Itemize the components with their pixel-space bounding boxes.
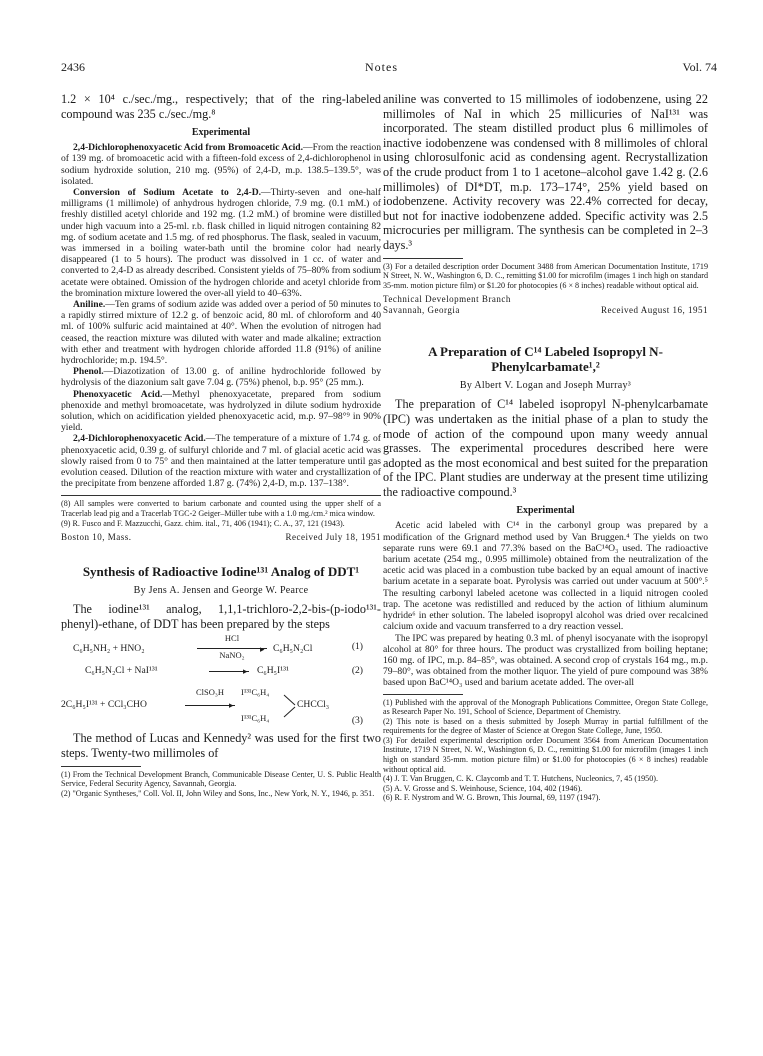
affiliation-branch: Technical Development Branch <box>383 294 511 305</box>
paragraph <box>61 366 381 388</box>
footnote: (8) All samples were converted to barium carbonate and counted using the upper shelf of a Tracerlab lead pig and a Tracerlab TGC-2 Geiger–Müller tube with a 1.0 mg./cm.² mica window. <box>61 499 381 519</box>
eq-number: (3) <box>351 715 363 727</box>
article-title: A Preparation of C¹⁴ Labeled Isopropyl N-Phenylcarbamate¹,² <box>428 344 663 375</box>
eq-substituent: I¹³¹C₆H₄ <box>241 713 270 724</box>
eq-reactants: C₆H₅NH₂ + HNO₂ <box>73 643 145 655</box>
footnote: (2) "Organic Syntheses," Coll. Vol. II, John Wiley and Sons, Inc., New York, N. Y., 1946, p. 351. <box>61 788 375 798</box>
run-in-heading: Phenoxyacetic Acid. <box>73 388 163 400</box>
footnote: (6) R. F. Nystrom and W. G. Brown, This Journal, 69, 1197 (1947). <box>383 793 601 803</box>
right-column <box>383 92 708 803</box>
experimental-heading: Experimental <box>191 127 251 139</box>
reaction-arrow <box>185 705 235 706</box>
arrowhead-icon: ▸ <box>260 644 265 655</box>
article-title: Synthesis of Radioactive Iodine¹³¹ Analog of DDT¹ <box>82 564 360 580</box>
bond-lines <box>283 691 297 721</box>
equation-3 <box>61 683 381 727</box>
eq-product: C₆H₅I¹³¹ <box>257 665 289 677</box>
footnote: (9) R. Fusco and F. Mazzucchi, Gazz. chim. ital., 71, 406 (1941); C. A., 37, 121 (1943). <box>61 518 345 528</box>
footnote: (4) J. T. Van Bruggen, C. K. Claycomb and T. T. Hutchens, Nucleonics, 7, 45 (1950). <box>383 774 658 784</box>
continued-paragraph: 1.2 × 10⁴ c./sec./mg., respectively; that of the ring-labeled compound was 235 c./sec./mg.⁸ <box>61 92 381 121</box>
eq-substituent: I¹³¹C₆H₄ <box>241 687 270 698</box>
affiliation-received: Received August 16, 1951 <box>601 305 708 316</box>
reaction-arrow <box>197 648 267 649</box>
page-header <box>0 60 763 78</box>
left-column <box>61 92 381 798</box>
footnote: (1) Published with the approval of the Monograph Publications Committee, Oregon State College, as Research Paper No. 191, School of Science, Department of Chemistry. <box>383 697 708 717</box>
equation-2 <box>61 659 381 683</box>
footnote: (5) A. V. Grosse and S. Weinhouse, Science, 104, 402 (1946). <box>383 783 583 793</box>
paragraph <box>61 389 381 434</box>
experimental-body <box>383 520 708 688</box>
article-paragraph: aniline was converted to 15 millimoles of iodobenzene, using 22 millimoles of NaI in which 25 millicuries of NaI¹³¹ was incorporated. The steam distilled product plus 6 millimoles of inactive iodobenzene was condensed with 8 millimoles of chloral using chlorosulfonic acid as condensing agent. Recrystallization of the crude product from 1 to 1 acetone–alcohol gave 1.42 g. (2.6 millimoles) of DI*DT, m.p. 173–174°, 25% yield based on iodobenzene. Activity recovery was 22.4% corrected for decay, but not for inactive iodobenzene added. Specific activity was 2.5 microcuries per milligram. The synthesis can be completed in 2–3 days.³ <box>383 92 708 252</box>
eq-reactants: 2C₆H₅I¹³¹ + CCl₃CHO <box>61 699 147 711</box>
arrowhead-icon: ▸ <box>229 700 234 711</box>
paragraph-text: —The temperature of a mixture of 1.74 g. of phenoxyacetic acid, 0.39 g. of sulfuryl chloride and 7 ml. of glacial acetic acid was slowly raised from 0 to 75° and then maintained at the latter temperature until gas evolution ceased. Dilution of the reaction mixture with water and crystallization of the precipitate from benzene afforded 1.87 g. (74%) 2,4-D, m.p. 137–138°. <box>61 433 381 490</box>
eq-condition: ClSO₃H <box>196 687 224 698</box>
footnote: (3) For a detailed description order Document 3488 from American Documentation Institute, 1719 N Street, N. W., Washington 6, D. C., remitting $1.00 for microfilm (images 1 inch high on standard 35-mm. motion picture film) or $1.20 for photocopies (6 × 8 inches) readable without optical aid. <box>383 261 708 290</box>
volume-label: Vol. 74 <box>682 60 717 74</box>
signature-line <box>61 532 381 542</box>
paragraph: The IPC was prepared by heating 0.3 ml. of phenyl isocyanate with the isopropyl alcohol at 80° for three hours. The product was crystallized from boiling heptane; 160 mg. of IPC, m.p. 84–85°, was obtained. A second crop of crystals 164 mg., m.p. 79–80°, was obtained from the mother liquor. The yield of pure compound was 38% based upon BaC¹⁴O₃ used and barium acetate added. The over-all <box>383 632 708 689</box>
run-in-heading: Phenol. <box>73 366 104 378</box>
paragraph-text: —Ten grams of sodium azide was added over a period of 50 minutes to a rapidly stirred mixture of 12.2 g. of benzoic acid, 80 ml. of chloroform and 40 ml. of 100% sulfuric acid maintained at 40°. When the evolution of nitrogen had ceased, the reaction mixture was diluted with water and made alkaline; extraction with ether and treatment with hydrogen chloride afforded 11.8 (91%) of aniline hydrochloride; m.p. 194.5°. <box>61 299 381 367</box>
footnote: (3) For detailed experimental description order Document 3564 from American Documentation Institute, 1719 N Street, N. W., Washington 6, D. C., remitting $1.00 for microfilm (images 1 inch high on standard 35-mm. motion picture film) or $1.00 for photocopies (6 × 8 inches) readable without optical aid. <box>383 735 708 774</box>
experimental-body <box>61 142 381 489</box>
eq-number: (1) <box>351 641 363 653</box>
footnote-rule <box>383 694 463 695</box>
eq-product: C₆H₅N₂Cl <box>273 643 313 655</box>
equation-1 <box>61 635 381 659</box>
paragraph-text: —Diazotization of 13.00 g. of aniline hydrochloride followed by hydrolysis of the diazonium salt gave 7.04 g. (75%) phenol, b.p. 95° (25 mm.). <box>61 366 381 389</box>
paragraph-text: —From the reaction of 139 mg. of bromoacetic acid with a fifteen-fold excess of 2,4-dichlorophenol in sodium hydroxide solution, 210 mg. (95%) of 2,4-D, m.p. 138.5–139.5°, was isolated. <box>61 142 381 187</box>
article-intro: The preparation of C¹⁴ labeled isopropyl N-phenylcarbamate (IPC) was undertaken as the initial phase of a plan to study the mode of action of the compound upon many weedy annual grasses. The experimental procedures described here were adopted as the most economical and best suited for the preparation of the IPC. Plant studies are underway at the present time utilizing the radioactive compound.³ <box>383 397 708 499</box>
affiliation-block <box>383 294 708 316</box>
run-in-heading: 2,4-Dichlorophenoxyacetic Acid. <box>73 433 206 445</box>
paragraph <box>61 142 381 187</box>
article-authors: By Albert V. Logan and Joseph Murray³ <box>459 380 632 392</box>
article-paragraph: The method of Lucas and Kennedy² was used for the first two steps. Twenty-two millimoles of <box>61 731 381 761</box>
experimental-heading: Experimental <box>516 505 575 517</box>
eq-condition: HCl <box>224 633 240 644</box>
paragraph <box>61 299 381 366</box>
paragraph <box>61 433 381 489</box>
equations <box>61 635 381 727</box>
paragraph: Acetic acid labeled with C¹⁴ in the carbonyl group was prepared by a modification of the Grignard method used by Van Bruggen.⁴ The yields on two separate runs were 69.1 and 77.3% based on the BaC¹⁴O₃ used. The radioactive barium acetate (254 mg., 0.995 millimole) obtained from the neutralization of the acetic acid was placed in a combustion tube backed by an equal amount of inactive barium acetate in a separate boat. Pyrolysis was carried out under vacuum at 500°.⁵ The resulting carbonyl labeled acetone was collected in a liquid nitrogen cooled trap. The acetone was redistilled and reduced by the action of lithium aluminum hydride⁶ in ether solution. The labeled isopropyl alcohol was dried over recalcined calcium oxide and vacuum transferred to a dry reaction vessel. <box>383 520 708 633</box>
arrowhead-icon: ▸ <box>243 666 248 677</box>
paragraph <box>61 187 381 299</box>
footnote: (1) From the Technical Development Branch, Communicable Disease Center, U. S. Public Health Service, Federal Security Agency, Savannah, Georgia. <box>61 769 381 789</box>
footnote: (2) This note is based on a thesis submitted by Joseph Murray in partial fulfillment of the requirements for the degree of Master of Science at Oregon State College, June, 1950. <box>383 716 708 736</box>
footnotes <box>61 495 381 528</box>
eq-condition: NaNO₂ <box>219 650 245 661</box>
footnote-rule <box>383 258 463 259</box>
affiliation-line <box>383 305 708 316</box>
signature-received: Received July 18, 1951 <box>285 532 381 543</box>
running-head: Notes <box>365 60 398 74</box>
eq-number: (2) <box>351 665 363 677</box>
eq-product: CHCCl₃ <box>297 699 330 711</box>
affiliation-place: Savannah, Georgia <box>383 305 460 316</box>
article-intro: The iodine¹³¹ analog, 1,1,1-trichloro-2,2-bis-(p-iodo¹³¹-phenyl)-ethane, of DDT has been prepared by the steps <box>61 602 381 631</box>
paragraph-text: —Thirty-seven and one-half milligrams (1 millimole) of anhydrous hydrogen chloride, 7.9 mg. (0.1 mM.) of freshly distilled acetyl chloride and 192 mg. (1.2 mM.) of bromine were distilled under high vacuum into a 25-ml. r.b. flask chilled in liquid nitrogen containing 82 mg. of sodium acetate and 1.5 mg. of red phosphorus. The flask, sealed in vacuum, was immersed in a boiling water-bath until the bromine color had nearly disappeared (1 to 5 hours). The product was dissolved in 1 cc. of water and converted to 2,4-D as already described. Consistent yields of 75–80% from sodium acetate were obtained. Omission of the hydrogen chloride and acetyl chloride from the bromination mixture lowered the over-all yield to 40–63%. <box>61 187 381 299</box>
run-in-heading: 2,4-Dichlorophenoxyacetic Acid from Bromoacetic Acid. <box>73 142 304 154</box>
signature-place: Boston 10, Mass. <box>61 532 132 543</box>
eq-reactants: C₆H₅N₂Cl + NaI¹³¹ <box>85 665 158 677</box>
run-in-heading: Conversion of Sodium Acetate to 2,4-D. <box>73 187 262 198</box>
run-in-heading: Aniline. <box>73 299 106 311</box>
page-number: 2436 <box>61 60 85 74</box>
paragraph-text: —Methyl phenoxyacetate, prepared from sodium phenoxide and methyl bromoacetate, was hydrolyzed in dilute sodium hydroxide solution, which on acidification yielded phenoxyacetic acid, m.p. 97–98°⁹ in 90% yield. <box>61 388 381 434</box>
article-authors: By Jens A. Jensen and George W. Pearce <box>133 585 309 597</box>
footnote-rule <box>61 766 141 767</box>
